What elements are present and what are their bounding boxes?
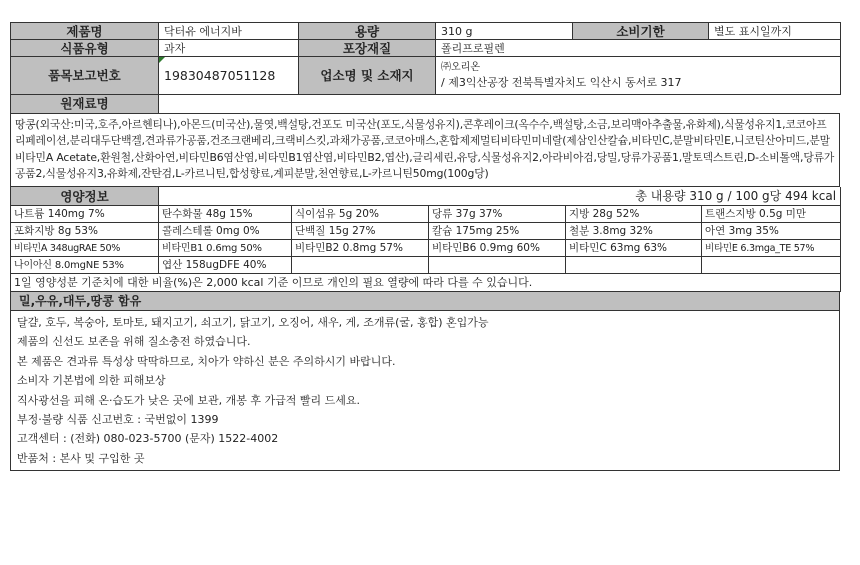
nutrition-summary: 총 내용량 310 g / 100 g당 494 kcal <box>159 187 841 206</box>
type-label: 식품유형 <box>11 40 159 57</box>
ingredients-text: 땅콩(외국산:미국,호주,아르헨티나),아몬드(미국산),물엿,백설탕,건포도 미국산(포도,식물성유지),콘후레이크(옥수수,백설탕,소금,보리맥아추출물,유화제),식물성유지1,코코아프리페레이션,분리대두단백겔,견과류가공품,건조크랜베리,크랙비스킷,과채가공품,코코아매스,혼합제제멀티비타민미네랄(제삼인산칼슘,비타민C,분말비타민E,니코틴산아미드,분말비타민A Acetate,환원철,산화아연,비타민B6염산염,비타민B1염산염,비타민B2,엽산),글리세린,유당,식물성유지2,아라비아검,당밀,당류가공품1,말토덱스트린,D-소비톨액,당류가공품2,식물성유지3,유화제,잔탄검,L-카르니틴,합성향료,계피분말,천연향료,L-카르니틴50mg(100g당) <box>11 113 840 186</box>
ingredients-label: 원재료명 <box>11 95 159 113</box>
nutrient-cell <box>566 257 702 274</box>
nutrient-cell: 당류 37g 37% <box>429 206 566 223</box>
notice-line: 본 제품은 견과류 특성상 딱딱하므로, 치아가 약하신 분은 주의하시기 바랍니다. <box>17 354 396 368</box>
nutrient-cell: 나트륨 140mg 7% <box>11 206 159 223</box>
volume-label: 용량 <box>299 23 436 40</box>
notice-line: 반품처 : 본사 및 구입한 곳 <box>17 451 145 465</box>
name-value: 닥터유 에너지바 <box>159 23 299 40</box>
nutrition-table <box>10 187 841 293</box>
maker-address: / 제3익산공장 전북특별자치도 익산시 동서로 317 <box>441 76 682 89</box>
nutrient-cell: 칼슘 175mg 25% <box>429 223 566 240</box>
name-label: 제품명 <box>11 23 159 40</box>
nutrient-cell: 나이아신 8.0mgNE 53% <box>11 257 159 274</box>
nutrient-cell: 비타민C 63mg 63% <box>566 240 702 257</box>
allergen-header: 밀,우유,대두,땅콩 함유 <box>11 292 840 310</box>
nutrient-cell: 식이섬유 5g 20% <box>292 206 429 223</box>
nutrient-cell: 비타민B6 0.9mg 60% <box>429 240 566 257</box>
ingredients-table <box>10 95 840 187</box>
report-label: 품목보고번호 <box>11 57 159 95</box>
nutrition-label: 영양정보 <box>11 187 159 206</box>
expiry-value: 별도 표시일까지 <box>709 23 841 40</box>
notice-line: 달걀, 호두, 복숭아, 토마토, 돼지고기, 쇠고기, 닭고기, 오징어, 새우, 게, 조개류(굴, 홍합) 혼입가능 <box>17 315 489 329</box>
food-label <box>10 22 840 471</box>
type-value: 과자 <box>159 40 299 57</box>
packaging-label: 포장재질 <box>299 40 436 57</box>
nutrient-cell: 비타민B1 0.6mg 50% <box>159 240 292 257</box>
nutrient-cell <box>429 257 566 274</box>
volume-value: 310 g <box>436 23 573 40</box>
report-value: 19830487051128 <box>159 57 299 95</box>
nutrient-cell: 탄수화물 48g 15% <box>159 206 292 223</box>
notice-line: 부정·불량 식품 신고번호 : 국번없이 1399 <box>17 412 219 426</box>
expiry-label: 소비기한 <box>573 23 709 40</box>
maker-value <box>436 57 841 95</box>
nutrient-cell: 아연 3mg 35% <box>702 223 841 240</box>
product-info-table <box>10 22 841 95</box>
nutrient-cell: 비타민B2 0.8mg 57% <box>292 240 429 257</box>
nutrient-cell: 트랜스지방 0.5g 미만 <box>702 206 841 223</box>
notice-line: 고객센터 : (전화) 080-023-5700 (문자) 1522-4002 <box>17 432 279 446</box>
nutrient-cell: 비타민E 6.3mga_TE 57% <box>702 240 841 257</box>
notice-line: 직사광선을 피해 온·습도가 낮은 곳에 보관, 개봉 후 가급적 빨리 드세요. <box>17 393 360 407</box>
nutrient-cell: 지방 28g 52% <box>566 206 702 223</box>
nutrient-cell: 포화지방 8g 53% <box>11 223 159 240</box>
notice-body <box>11 310 840 470</box>
notice-line: 제품의 신선도 보존을 위해 질소충전 하였습니다. <box>17 335 251 349</box>
nutrition-footnote: 1일 영양성분 기준치에 대한 비율(%)은 2,000 kcal 기준 이므로 개인의 필요 열량에 따라 다를 수 있습니다. <box>11 274 841 292</box>
nutrient-cell <box>702 257 841 274</box>
nutrient-cell: 콜레스테롤 0mg 0% <box>159 223 292 240</box>
ingredients-header-blank <box>159 95 840 113</box>
nutrient-cell: 비타민A 348ugRAE 50% <box>11 240 159 257</box>
nutrient-cell <box>292 257 429 274</box>
nutrient-cell: 단백질 15g 27% <box>292 223 429 240</box>
maker-label: 업소명 및 소재지 <box>299 57 436 95</box>
nutrient-cell: 엽산 158ugDFE 40% <box>159 257 292 274</box>
nutrient-cell: 철분 3.8mg 32% <box>566 223 702 240</box>
packaging-value: 폴리프로필렌 <box>436 40 841 57</box>
notice-table <box>10 292 840 471</box>
maker-name: ㈜오리온 <box>441 62 480 73</box>
notice-line: 소비자 기본법에 의한 피해보상 <box>17 374 166 388</box>
